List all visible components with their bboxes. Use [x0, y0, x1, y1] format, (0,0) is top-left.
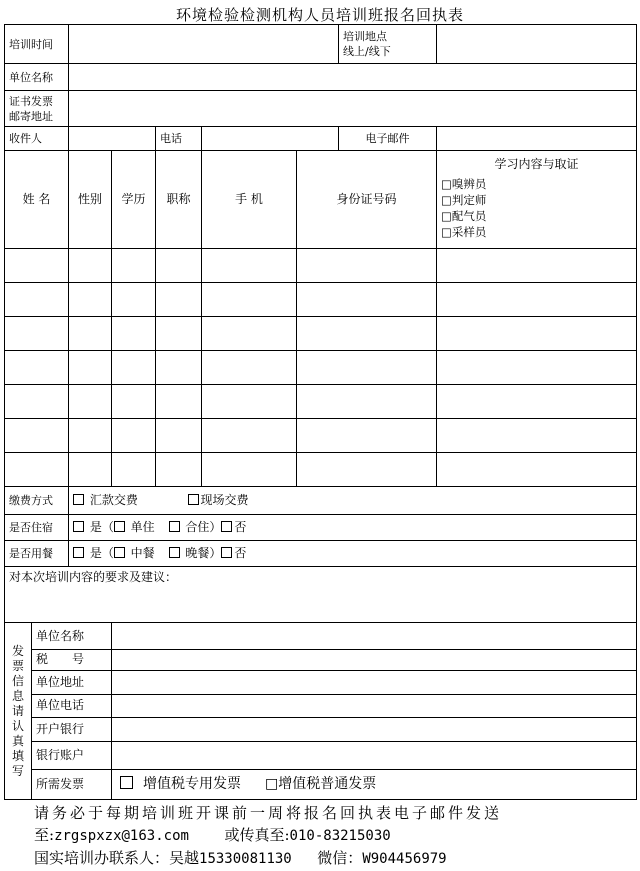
cert-address-field[interactable] [69, 91, 637, 127]
lodging-single-label: 单住 [130, 520, 155, 535]
footer-contact-phone: 15330081130 [199, 851, 292, 867]
trainee-id-cell[interactable] [297, 248, 437, 282]
payment-option-onsite: 现场交费 [200, 493, 249, 508]
trainee-education-cell[interactable] [112, 453, 156, 487]
trainee-title-cell[interactable] [156, 248, 202, 282]
footer-fax: 010-83215030 [289, 828, 391, 844]
trainee-gender-cell[interactable] [69, 418, 112, 452]
study-option-judge[interactable]: □判定师 [441, 193, 487, 208]
checkbox-lodging-shared[interactable] [169, 521, 180, 532]
footer-email[interactable]: zrgspxzx@163.com [54, 828, 189, 844]
trainee-education-cell[interactable] [112, 248, 156, 282]
trainee-title-cell[interactable] [156, 282, 202, 316]
invoice-special-label: 增值税专用发票 [143, 776, 241, 793]
trainee-mobile-cell[interactable] [202, 350, 297, 384]
lodging-label: 是否住宿 [5, 515, 69, 541]
trainee-name-cell[interactable] [5, 316, 69, 350]
invoice-account-label: 银行账户 [32, 741, 112, 769]
invoice-phone-label: 单位电话 [32, 694, 112, 717]
invoice-normal-option[interactable]: □增值税普通发票 [265, 776, 377, 793]
trainee-study-cell[interactable] [437, 384, 637, 418]
trainee-name-cell[interactable] [5, 453, 69, 487]
training-place-label [339, 25, 437, 64]
trainee-title-cell[interactable] [156, 384, 202, 418]
payment-option-remit: 汇款交费 [89, 493, 138, 508]
trainee-mobile-cell[interactable] [202, 316, 297, 350]
checkbox-lodging-yes[interactable] [73, 521, 84, 532]
invoice-side-char: 认 [11, 718, 24, 733]
trainee-mobile-cell[interactable] [202, 248, 297, 282]
footer-email-prefix: 至: [34, 826, 55, 844]
checkbox-meal-yes[interactable] [73, 547, 84, 558]
trainee-education-cell[interactable] [112, 282, 156, 316]
trainee-gender-cell[interactable] [69, 282, 112, 316]
footer-line2 [34, 824, 634, 847]
invoice-side-char: 写 [11, 763, 24, 778]
trainee-id-cell[interactable] [297, 316, 437, 350]
cert-address-line1: 证书发票 [9, 94, 53, 108]
trainee-education-cell[interactable] [112, 316, 156, 350]
trainee-study-cell[interactable] [437, 316, 637, 350]
trainee-name-cell[interactable] [5, 418, 69, 452]
trainee-mobile-cell[interactable] [202, 418, 297, 452]
email-field[interactable] [437, 127, 637, 151]
meal-options [69, 541, 637, 567]
col-gender: 性别 [69, 151, 112, 248]
checkbox-onsite[interactable] [188, 494, 199, 505]
trainee-education-cell[interactable] [112, 418, 156, 452]
invoice-side-char: 信 [11, 673, 24, 688]
invoice-tax-label: 税 号 [32, 650, 112, 670]
invoice-side-char: 票 [11, 658, 24, 673]
training-place-line1: 培训地点 [343, 30, 388, 44]
footer-line1: 请务必于每期培训班开课前一周将报名回执表电子邮件发送 [34, 804, 503, 822]
trainee-gender-cell[interactable] [69, 316, 112, 350]
invoice-bank-label: 开户银行 [32, 717, 112, 741]
study-heading: 学习内容与取证 [494, 157, 579, 172]
trainee-title-cell[interactable] [156, 316, 202, 350]
trainee-id-cell[interactable] [297, 418, 437, 452]
checkbox-meal-no[interactable] [221, 547, 232, 558]
footer-note [34, 802, 634, 870]
training-time-label: 培训时间 [5, 25, 69, 64]
invoice-unit-name-field[interactable] [112, 623, 637, 650]
checkbox-invoice-special[interactable] [120, 776, 133, 789]
trainee-row [5, 248, 637, 282]
trainee-row [5, 418, 637, 452]
trainee-study-cell[interactable] [437, 350, 637, 384]
trainee-study-cell[interactable] [437, 453, 637, 487]
trainee-row [5, 453, 637, 487]
footer-line3 [34, 847, 634, 870]
unit-name-label: 单位名称 [5, 64, 69, 91]
footer-wechat-label: 微信： [317, 849, 363, 867]
suggestions-label: 对本次培训内容的要求及建议： [9, 570, 178, 585]
checkbox-lodging-no[interactable] [221, 521, 232, 532]
trainee-gender-cell[interactable] [69, 384, 112, 418]
trainee-row [5, 384, 637, 418]
lodging-shared-label: 合住） [185, 520, 222, 535]
trainee-title-cell[interactable] [156, 418, 202, 452]
trainee-study-cell[interactable] [437, 248, 637, 282]
invoice-side-char: 发 [11, 643, 24, 658]
cert-address-label [5, 91, 69, 127]
invoice-address-field[interactable] [112, 670, 637, 694]
payment-label: 缴费方式 [5, 487, 69, 515]
phone-label: 电话 [156, 127, 202, 151]
trainee-id-cell[interactable] [297, 350, 437, 384]
invoice-bank-field[interactable] [112, 717, 637, 741]
trainee-name-cell[interactable] [5, 384, 69, 418]
lodging-options [69, 515, 637, 541]
checkbox-meal-lunch[interactable] [114, 547, 125, 558]
trainee-name-cell[interactable] [5, 350, 69, 384]
trainee-id-cell[interactable] [297, 384, 437, 418]
footer-wechat: W904456979 [362, 851, 447, 867]
col-title: 职称 [156, 151, 202, 248]
study-option-gas[interactable]: □配气员 [441, 209, 487, 224]
col-study [437, 151, 637, 248]
trainee-mobile-cell[interactable] [202, 453, 297, 487]
invoice-address-label: 单位地址 [32, 670, 112, 694]
trainee-gender-cell[interactable] [69, 453, 112, 487]
lodging-no-label: 否 [234, 520, 247, 535]
checkbox-remit[interactable] [73, 494, 84, 505]
payment-options [69, 487, 637, 515]
meal-label: 是否用餐 [5, 541, 69, 567]
registration-form [4, 24, 637, 800]
trainee-id-cell[interactable] [297, 453, 437, 487]
col-name: 姓 名 [5, 151, 69, 248]
invoice-type-options [112, 769, 637, 799]
cert-address-line2: 邮寄地址 [9, 109, 53, 123]
trainee-title-cell[interactable] [156, 453, 202, 487]
invoice-side-char: 息 [11, 688, 24, 703]
meal-no-label: 否 [234, 546, 247, 561]
trainee-row [5, 316, 637, 350]
footer-fax-label: 或传真至: [224, 826, 290, 844]
invoice-phone-field[interactable] [112, 694, 637, 717]
trainee-id-cell[interactable] [297, 282, 437, 316]
trainee-gender-cell[interactable] [69, 350, 112, 384]
trainee-study-cell[interactable] [437, 418, 637, 452]
unit-name-field[interactable] [69, 64, 637, 91]
col-mobile: 手 机 [202, 151, 297, 248]
meal-dinner-label: 晚餐） [185, 546, 222, 561]
invoice-required-label: 所需发票 [32, 769, 112, 799]
trainee-gender-cell[interactable] [69, 248, 112, 282]
invoice-side-char: 填 [11, 748, 24, 763]
meal-yes-label: 是（ [89, 546, 114, 561]
footer-contact-label: 国实培训办联系人：吴越 [34, 849, 200, 867]
col-id-number: 身份证号码 [297, 151, 437, 248]
trainee-education-cell[interactable] [112, 350, 156, 384]
trainee-row [5, 282, 637, 316]
invoice-unit-name-label: 单位名称 [32, 623, 112, 650]
training-place-line2: 线上/线下 [343, 45, 391, 59]
trainee-education-cell[interactable] [112, 384, 156, 418]
invoice-account-field[interactable] [112, 741, 637, 769]
training-time-field[interactable] [69, 25, 339, 64]
trainee-row [5, 350, 637, 384]
email-label: 电子邮件 [339, 127, 437, 151]
meal-lunch-label: 中餐 [130, 546, 155, 561]
trainee-title-cell[interactable] [156, 350, 202, 384]
form-title: 环境检验检测机构人员培训班报名回执表 [175, 6, 464, 24]
suggestions-field[interactable] [5, 567, 637, 623]
lodging-yes-label: 是（ [89, 520, 114, 535]
invoice-side-char: 请 [11, 703, 24, 718]
checkbox-meal-dinner[interactable] [169, 547, 180, 558]
col-education: 学历 [112, 151, 156, 248]
invoice-side-label [5, 623, 32, 800]
trainee-study-cell[interactable] [437, 282, 637, 316]
phone-field[interactable] [202, 127, 339, 151]
invoice-side-char: 真 [11, 733, 24, 748]
recipient-label: 收件人 [5, 127, 69, 151]
study-option-smell[interactable]: □嗅辨员 [441, 177, 487, 192]
checkbox-lodging-single[interactable] [114, 521, 125, 532]
trainee-mobile-cell[interactable] [202, 384, 297, 418]
trainee-name-cell[interactable] [5, 282, 69, 316]
study-options [441, 176, 632, 240]
trainee-mobile-cell[interactable] [202, 282, 297, 316]
trainee-name-cell[interactable] [5, 248, 69, 282]
study-option-sampler[interactable]: □采样员 [441, 225, 487, 240]
recipient-field[interactable] [69, 127, 156, 151]
training-place-field[interactable] [437, 25, 637, 64]
invoice-tax-field[interactable] [112, 650, 637, 670]
